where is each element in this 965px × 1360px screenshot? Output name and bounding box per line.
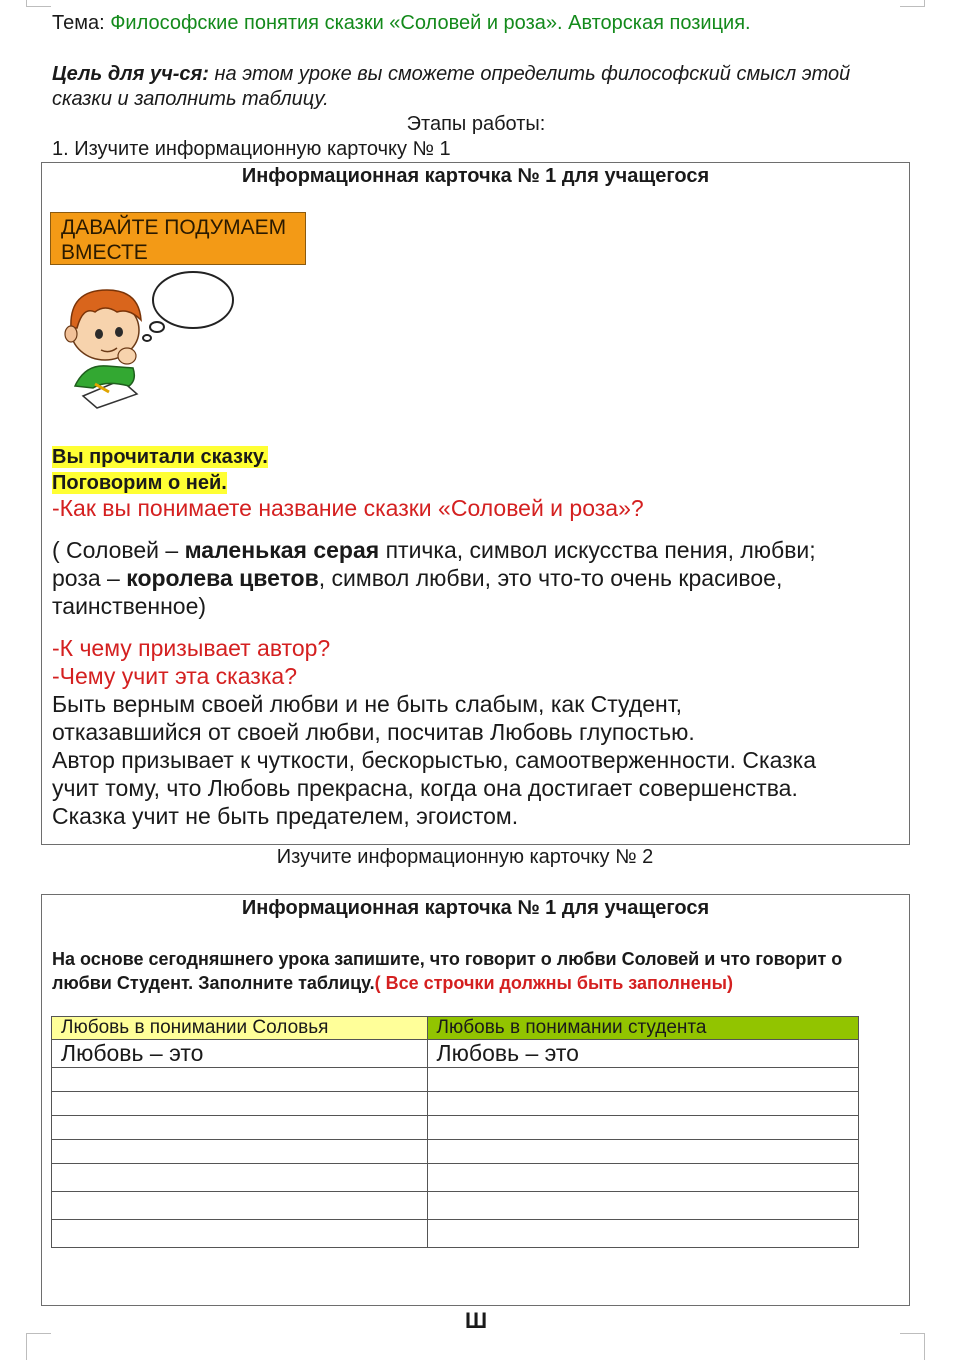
- page-corner-mark: [900, 0, 925, 7]
- answer-text: таинственное): [52, 593, 207, 619]
- table-row: [52, 1092, 859, 1116]
- table-cell[interactable]: [427, 1140, 858, 1164]
- love-comparison-table: [51, 1016, 859, 1248]
- goal-text: на этом уроке вы сможете определить философский смысл этой: [214, 63, 851, 85]
- instruction-line: любви Студент. Заполните таблицу.: [52, 973, 375, 993]
- table-row: [52, 1140, 859, 1164]
- table-cell[interactable]: [52, 1164, 428, 1192]
- goal-label: Цель для уч-ся:: [52, 63, 209, 85]
- think-together-box: [50, 212, 306, 265]
- question-3: -Чему учит эта сказка?: [52, 663, 297, 689]
- answer-2-block: [52, 634, 816, 830]
- table-row: [52, 1068, 859, 1092]
- table-row: [52, 1040, 859, 1068]
- thinking-boy-illustration: [55, 268, 245, 416]
- read-line: Вы прочитали сказку.: [52, 446, 268, 468]
- instruction-note: ( Все строчки должны быть заполнены): [374, 973, 733, 993]
- table-cell[interactable]: [52, 1068, 428, 1092]
- table-row: [52, 1164, 859, 1192]
- stages-title: Этапы работы:: [406, 113, 546, 135]
- answer-emphasis: королева цветов: [126, 565, 319, 591]
- answer-2-line: Сказка учит не быть предателем, эгоистом.: [52, 803, 519, 829]
- card-1-title: Информационная карточка № 1 для учащегося: [241, 165, 710, 187]
- answer-2-line: Быть верным своей любви и не быть слабым, как Студент,: [52, 691, 683, 717]
- topic-label: Тема:: [52, 12, 105, 34]
- answer-2-line: Автор призывает к чуткости, бескорыстью, самоотверженности. Сказка: [52, 747, 817, 773]
- talk-line: Поговорим о ней.: [52, 472, 227, 494]
- table-cell[interactable]: [52, 1116, 428, 1140]
- table-cell[interactable]: [52, 1192, 428, 1220]
- step-2: Изучите информационную карточку № 2: [276, 846, 654, 868]
- card-2-instruction: [52, 947, 842, 995]
- card-2-title: Информационная карточка № 1 для учащегося: [241, 897, 710, 919]
- table-cell[interactable]: [52, 1220, 428, 1248]
- table-header-row: [52, 1017, 859, 1040]
- topic-text: Философские понятия сказки «Соловей и роза». Авторская позиция.: [110, 12, 751, 34]
- table-row: [52, 1116, 859, 1140]
- table-cell[interactable]: [427, 1092, 858, 1116]
- table-cell[interactable]: [427, 1116, 858, 1140]
- page-corner-mark: [26, 1333, 51, 1360]
- question-2: -К чему призывает автор?: [52, 635, 331, 661]
- think-box-line: ДАВАЙТЕ ПОДУМАЕМ: [61, 216, 287, 239]
- table-cell[interactable]: Любовь – это: [427, 1040, 858, 1068]
- page-corner-mark: [900, 1333, 925, 1360]
- think-box-line: ВМЕСТЕ: [61, 241, 148, 264]
- col-header-student: Любовь в понимании студента: [427, 1017, 858, 1040]
- answer-emphasis: маленькая серая: [184, 537, 380, 563]
- footer-glyph: Ш: [464, 1308, 488, 1333]
- lesson-goal: [52, 62, 850, 112]
- table-cell[interactable]: [427, 1164, 858, 1192]
- table-cell[interactable]: [52, 1140, 428, 1164]
- table-cell[interactable]: Любовь – это: [52, 1040, 428, 1068]
- answer-text: ( Соловей –: [52, 537, 185, 563]
- col-header-nightingale: Любовь в понимании Соловья: [52, 1017, 428, 1040]
- answer-2-line: отказавшийся от своей любви, посчитав Любовь глупостью.: [52, 719, 695, 745]
- table-cell[interactable]: [427, 1192, 858, 1220]
- lesson-topic: [52, 12, 751, 35]
- table-row: [52, 1192, 859, 1220]
- step-1: 1. Изучите информационную карточку № 1: [52, 138, 451, 160]
- table-cell[interactable]: [427, 1220, 858, 1248]
- instruction-line: На основе сегодняшнего урока запишите, что говорит о любви Соловей и что говорит о: [52, 949, 843, 969]
- reading-prompt: [52, 445, 268, 497]
- table-row: [52, 1220, 859, 1248]
- answer-text: роза –: [52, 565, 127, 591]
- answer-2-line: учит тому, что Любовь прекрасна, когда она достигает совершенства.: [52, 775, 798, 801]
- table-cell[interactable]: [427, 1068, 858, 1092]
- question-1: -Как вы понимаете название сказки «Соловей и роза»?: [52, 495, 644, 521]
- answer-text: птичка, символ искусства пения, любви;: [379, 537, 816, 563]
- answer-1: [52, 536, 816, 620]
- page-corner-mark: [26, 0, 51, 7]
- goal-text-cont: сказки и заполнить таблицу.: [52, 88, 329, 110]
- table-cell[interactable]: [52, 1092, 428, 1116]
- answer-text: , символ любви, это что-то очень красивое,: [318, 565, 783, 591]
